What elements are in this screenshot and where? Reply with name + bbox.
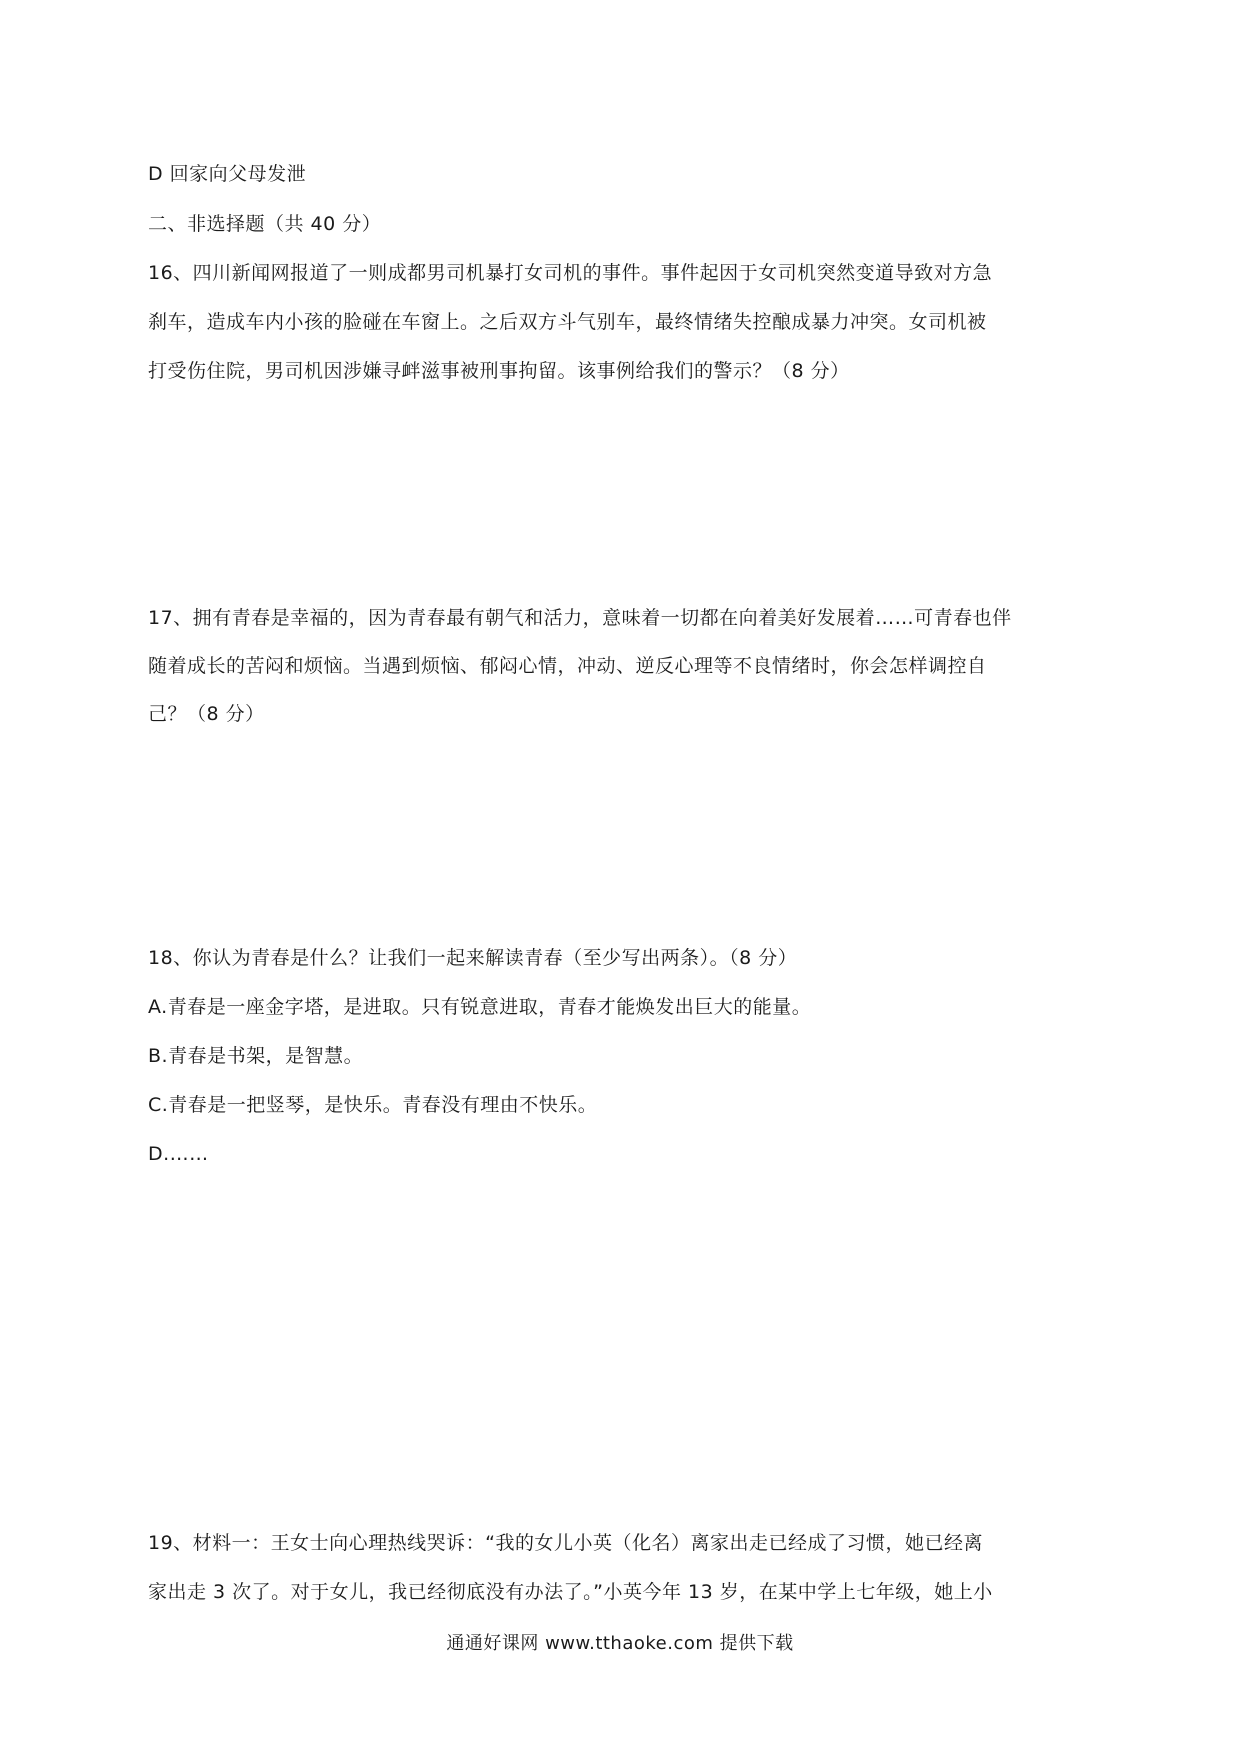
q16-line-2: 刹车，造成车内小孩的脸碰在车窗上。之后双方斗气别车，最终情绪失控酿成暴力冲突。女司机被	[148, 311, 987, 333]
q18-option-b: B.青春是书架，是智慧。	[148, 1045, 364, 1067]
q17-line-3: 己？（8 分）	[148, 703, 265, 725]
section-heading: 二、非选择题（共 40 分）	[148, 213, 382, 235]
q19-line-1: 19、材料一：王女士向心理热线哭诉：“我的女儿小英（化名）离家出走已经成了习惯，她已经离	[148, 1532, 984, 1554]
q18-line-1: 18、你认为青春是什么？让我们一起来解读青春（至少写出两条）。（8 分）	[148, 947, 798, 969]
q16-line-1: 16、四川新闻网报道了一则成都男司机暴打女司机的事件。事件起因于女司机突然变道导致对方急	[148, 262, 993, 284]
q17-line-1: 17、拥有青春是幸福的，因为青春最有朝气和活力，意味着一切都在向着美好发展着……可青春也伴	[148, 607, 1012, 629]
q19-line-2: 家出走 3 次了。对于女儿，我已经彻底没有办法了。”小英今年 13 岁，在某中学上七年级，她上小	[148, 1581, 993, 1603]
q17-line-2: 随着成长的苦闷和烦恼。当遇到烦恼、郁闷心情，冲动、逆反心理等不良情绪时，你会怎样调控自	[148, 655, 987, 677]
q16-line-3: 打受伤住院，男司机因涉嫌寻衅滋事被刑事拘留。该事例给我们的警示？（8 分）	[148, 360, 850, 382]
q18-option-a: A.青春是一座金字塔，是进取。只有锐意进取，青春才能焕发出巨大的能量。	[148, 996, 812, 1018]
q18-option-c: C.青春是一把竖琴，是快乐。青春没有理由不快乐。	[148, 1094, 598, 1116]
q15-option-d: D 回家向父母发泄	[148, 163, 307, 185]
q18-option-d: D.……	[148, 1143, 209, 1165]
page-footer: 通通好课网 www.tthaoke.com 提供下载	[446, 1633, 794, 1654]
